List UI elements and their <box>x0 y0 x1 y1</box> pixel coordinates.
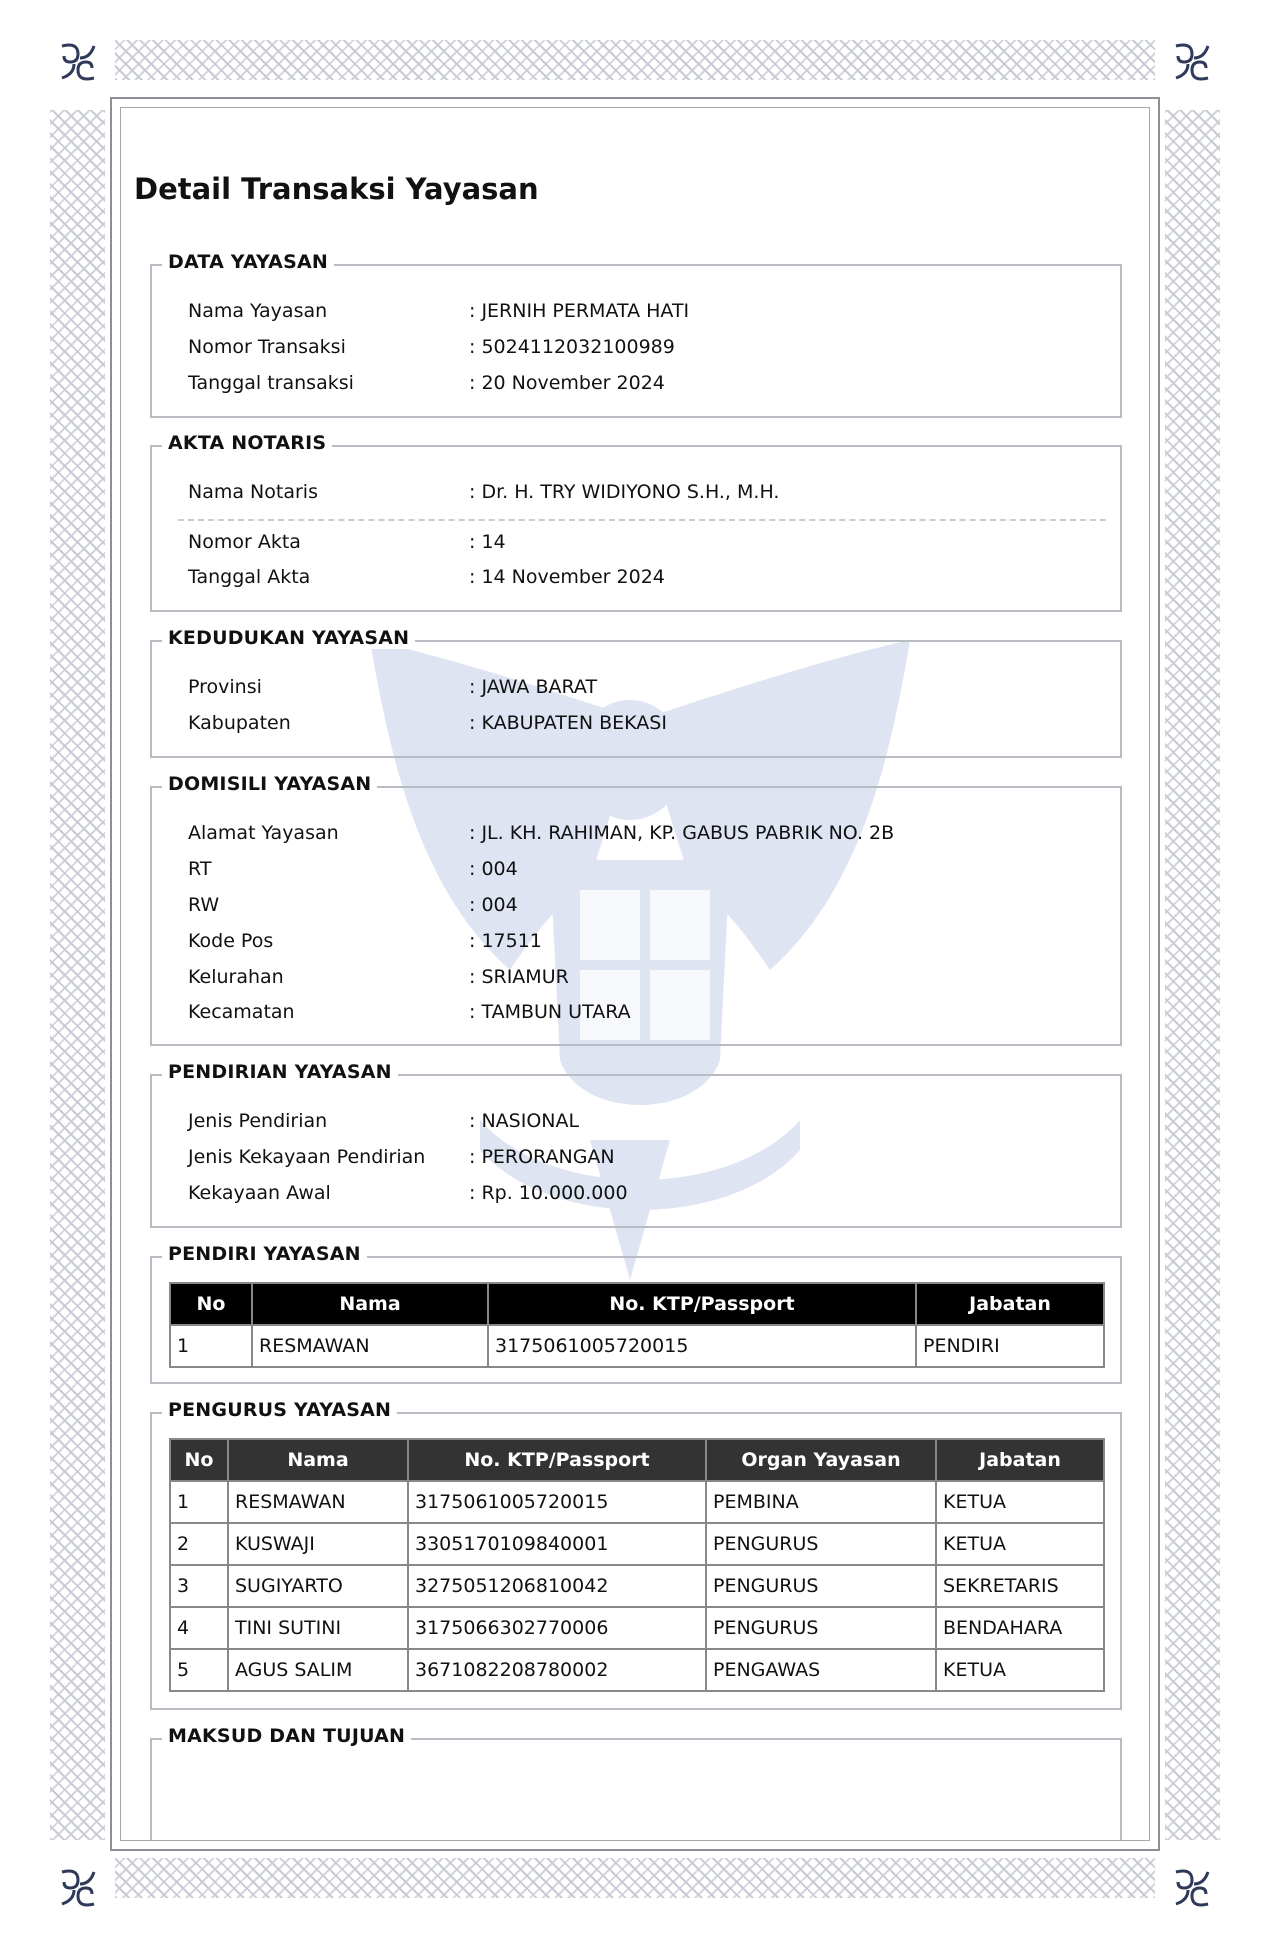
page-title: Detail Transaksi Yayasan <box>134 172 539 206</box>
column-header: Nama <box>228 1439 408 1481</box>
table-cell: PENGURUS <box>706 1523 936 1565</box>
info-value: : JL. KH. RAHIMAN, KP. GABUS PABRIK NO. 2B <box>469 822 895 844</box>
table-row <box>170 1565 1104 1607</box>
info-label: Nomor Akta <box>188 531 301 553</box>
table-cell: 3 <box>170 1565 228 1607</box>
column-header: Jabatan <box>916 1283 1104 1325</box>
section-domisili-yayasan <box>150 773 1122 1046</box>
info-value: : 14 <box>469 531 506 553</box>
info-label: Tanggal Akta <box>188 566 311 588</box>
table-cell: RESMAWAN <box>228 1481 408 1523</box>
info-label: Nama Notaris <box>188 481 318 503</box>
info-label: Kode Pos <box>188 930 274 952</box>
table-header-row <box>170 1283 1104 1325</box>
info-value: : 17511 <box>469 930 542 952</box>
info-label: Jenis Pendirian <box>188 1110 328 1132</box>
table-cell: SEKRETARIS <box>936 1565 1104 1607</box>
column-header: No <box>170 1283 252 1325</box>
info-label: Kekayaan Awal <box>188 1182 331 1204</box>
table-cell: 3175061005720015 <box>408 1481 706 1523</box>
table-cell: KUSWAJI <box>228 1523 408 1565</box>
section-legend: DOMISILI YAYASAN <box>162 773 377 795</box>
section-legend: PENDIRIAN YAYASAN <box>162 1061 398 1083</box>
section-legend: PENDIRI YAYASAN <box>162 1243 367 1265</box>
table-row <box>170 1523 1104 1565</box>
column-header: Jabatan <box>936 1439 1104 1481</box>
info-label: RW <box>188 894 220 916</box>
table-cell: PENDIRI <box>916 1325 1104 1367</box>
ornament-border-top <box>115 40 1155 80</box>
section-kedudukan-yayasan <box>150 627 1122 758</box>
info-label: Alamat Yayasan <box>188 822 339 844</box>
section-akta-notaris <box>150 432 1122 612</box>
info-value: : 004 <box>469 858 518 880</box>
info-label: Tanggal transaksi <box>188 372 354 394</box>
table-cell: 5 <box>170 1649 228 1691</box>
table-cell: 3175061005720015 <box>488 1325 916 1367</box>
column-header: Nama <box>252 1283 488 1325</box>
pendiri-table <box>169 1282 1105 1368</box>
corner-ornament-icon <box>56 40 100 84</box>
info-value: : Rp. 10.000.000 <box>469 1182 628 1204</box>
table-row <box>170 1481 1104 1523</box>
info-value: : 14 November 2024 <box>469 566 665 588</box>
table-row <box>170 1325 1104 1367</box>
table-cell: AGUS SALIM <box>228 1649 408 1691</box>
table-cell: PENGAWAS <box>706 1649 936 1691</box>
section-pendirian-yayasan <box>150 1061 1122 1228</box>
table-row <box>170 1649 1104 1691</box>
info-label: Kelurahan <box>188 966 284 988</box>
table-cell: PENGURUS <box>706 1565 936 1607</box>
info-label: Provinsi <box>188 676 262 698</box>
section-legend: KEDUDUKAN YAYASAN <box>162 627 415 649</box>
info-value: : NASIONAL <box>469 1110 580 1132</box>
table-cell: 2 <box>170 1523 228 1565</box>
table-cell: 3305170109840001 <box>408 1523 706 1565</box>
section-legend: PENGURUS YAYASAN <box>162 1399 397 1421</box>
table-row <box>170 1607 1104 1649</box>
corner-ornament-icon <box>56 1866 100 1910</box>
info-label: Jenis Kekayaan Pendirian <box>188 1146 426 1168</box>
table-cell: 3275051206810042 <box>408 1565 706 1607</box>
info-value: : 5024112032100989 <box>469 336 675 358</box>
info-value: : 20 November 2024 <box>469 372 665 394</box>
info-value: : JERNIH PERMATA HATI <box>469 300 690 322</box>
info-label: Nama Yayasan <box>188 300 328 322</box>
column-header: No. KTP/Passport <box>488 1283 916 1325</box>
section-legend: MAKSUD DAN TUJUAN <box>162 1725 411 1747</box>
info-label: Kecamatan <box>188 1001 295 1023</box>
table-cell: TINI SUTINI <box>228 1607 408 1649</box>
table-cell: 3671082208780002 <box>408 1649 706 1691</box>
table-header-row <box>170 1439 1104 1481</box>
ornament-border-right <box>1165 110 1220 1840</box>
info-value: : JAWA BARAT <box>469 676 598 698</box>
info-label: Nomor Transaksi <box>188 336 346 358</box>
table-cell: RESMAWAN <box>252 1325 488 1367</box>
pengurus-table <box>169 1438 1105 1692</box>
info-value: : TAMBUN UTARA <box>469 1001 631 1023</box>
info-label: Kabupaten <box>188 712 291 734</box>
section-legend: DATA YAYASAN <box>162 251 334 273</box>
column-header: No <box>170 1439 228 1481</box>
table-cell: KETUA <box>936 1649 1104 1691</box>
corner-ornament-icon <box>1170 40 1214 84</box>
table-cell: SUGIYARTO <box>228 1565 408 1607</box>
table-cell: 4 <box>170 1607 228 1649</box>
table-cell: 3175066302770006 <box>408 1607 706 1649</box>
info-value: : 004 <box>469 894 518 916</box>
section-maksud-tujuan <box>150 1725 1122 1840</box>
column-header: No. KTP/Passport <box>408 1439 706 1481</box>
section-data-yayasan <box>150 251 1122 418</box>
section-pendiri-yayasan <box>150 1243 1122 1384</box>
table-cell: 1 <box>170 1481 228 1523</box>
corner-ornament-icon <box>1170 1866 1214 1910</box>
section-pengurus-yayasan <box>150 1399 1122 1710</box>
table-cell: KETUA <box>936 1481 1104 1523</box>
column-header: Organ Yayasan <box>706 1439 936 1481</box>
info-value: : KABUPATEN BEKASI <box>469 712 667 734</box>
table-cell: KETUA <box>936 1523 1104 1565</box>
info-value: : Dr. H. TRY WIDIYONO S.H., M.H. <box>469 481 780 503</box>
info-value: : SRIAMUR <box>469 966 569 988</box>
info-label: RT <box>188 858 212 880</box>
table-cell: PENGURUS <box>706 1607 936 1649</box>
dashed-divider <box>178 519 1106 521</box>
table-cell: 1 <box>170 1325 252 1367</box>
info-value: : PERORANGAN <box>469 1146 615 1168</box>
section-legend: AKTA NOTARIS <box>162 432 332 454</box>
ornament-border-bottom <box>115 1858 1155 1898</box>
ornament-border-left <box>50 110 105 1840</box>
table-cell: PEMBINA <box>706 1481 936 1523</box>
table-cell: BENDAHARA <box>936 1607 1104 1649</box>
